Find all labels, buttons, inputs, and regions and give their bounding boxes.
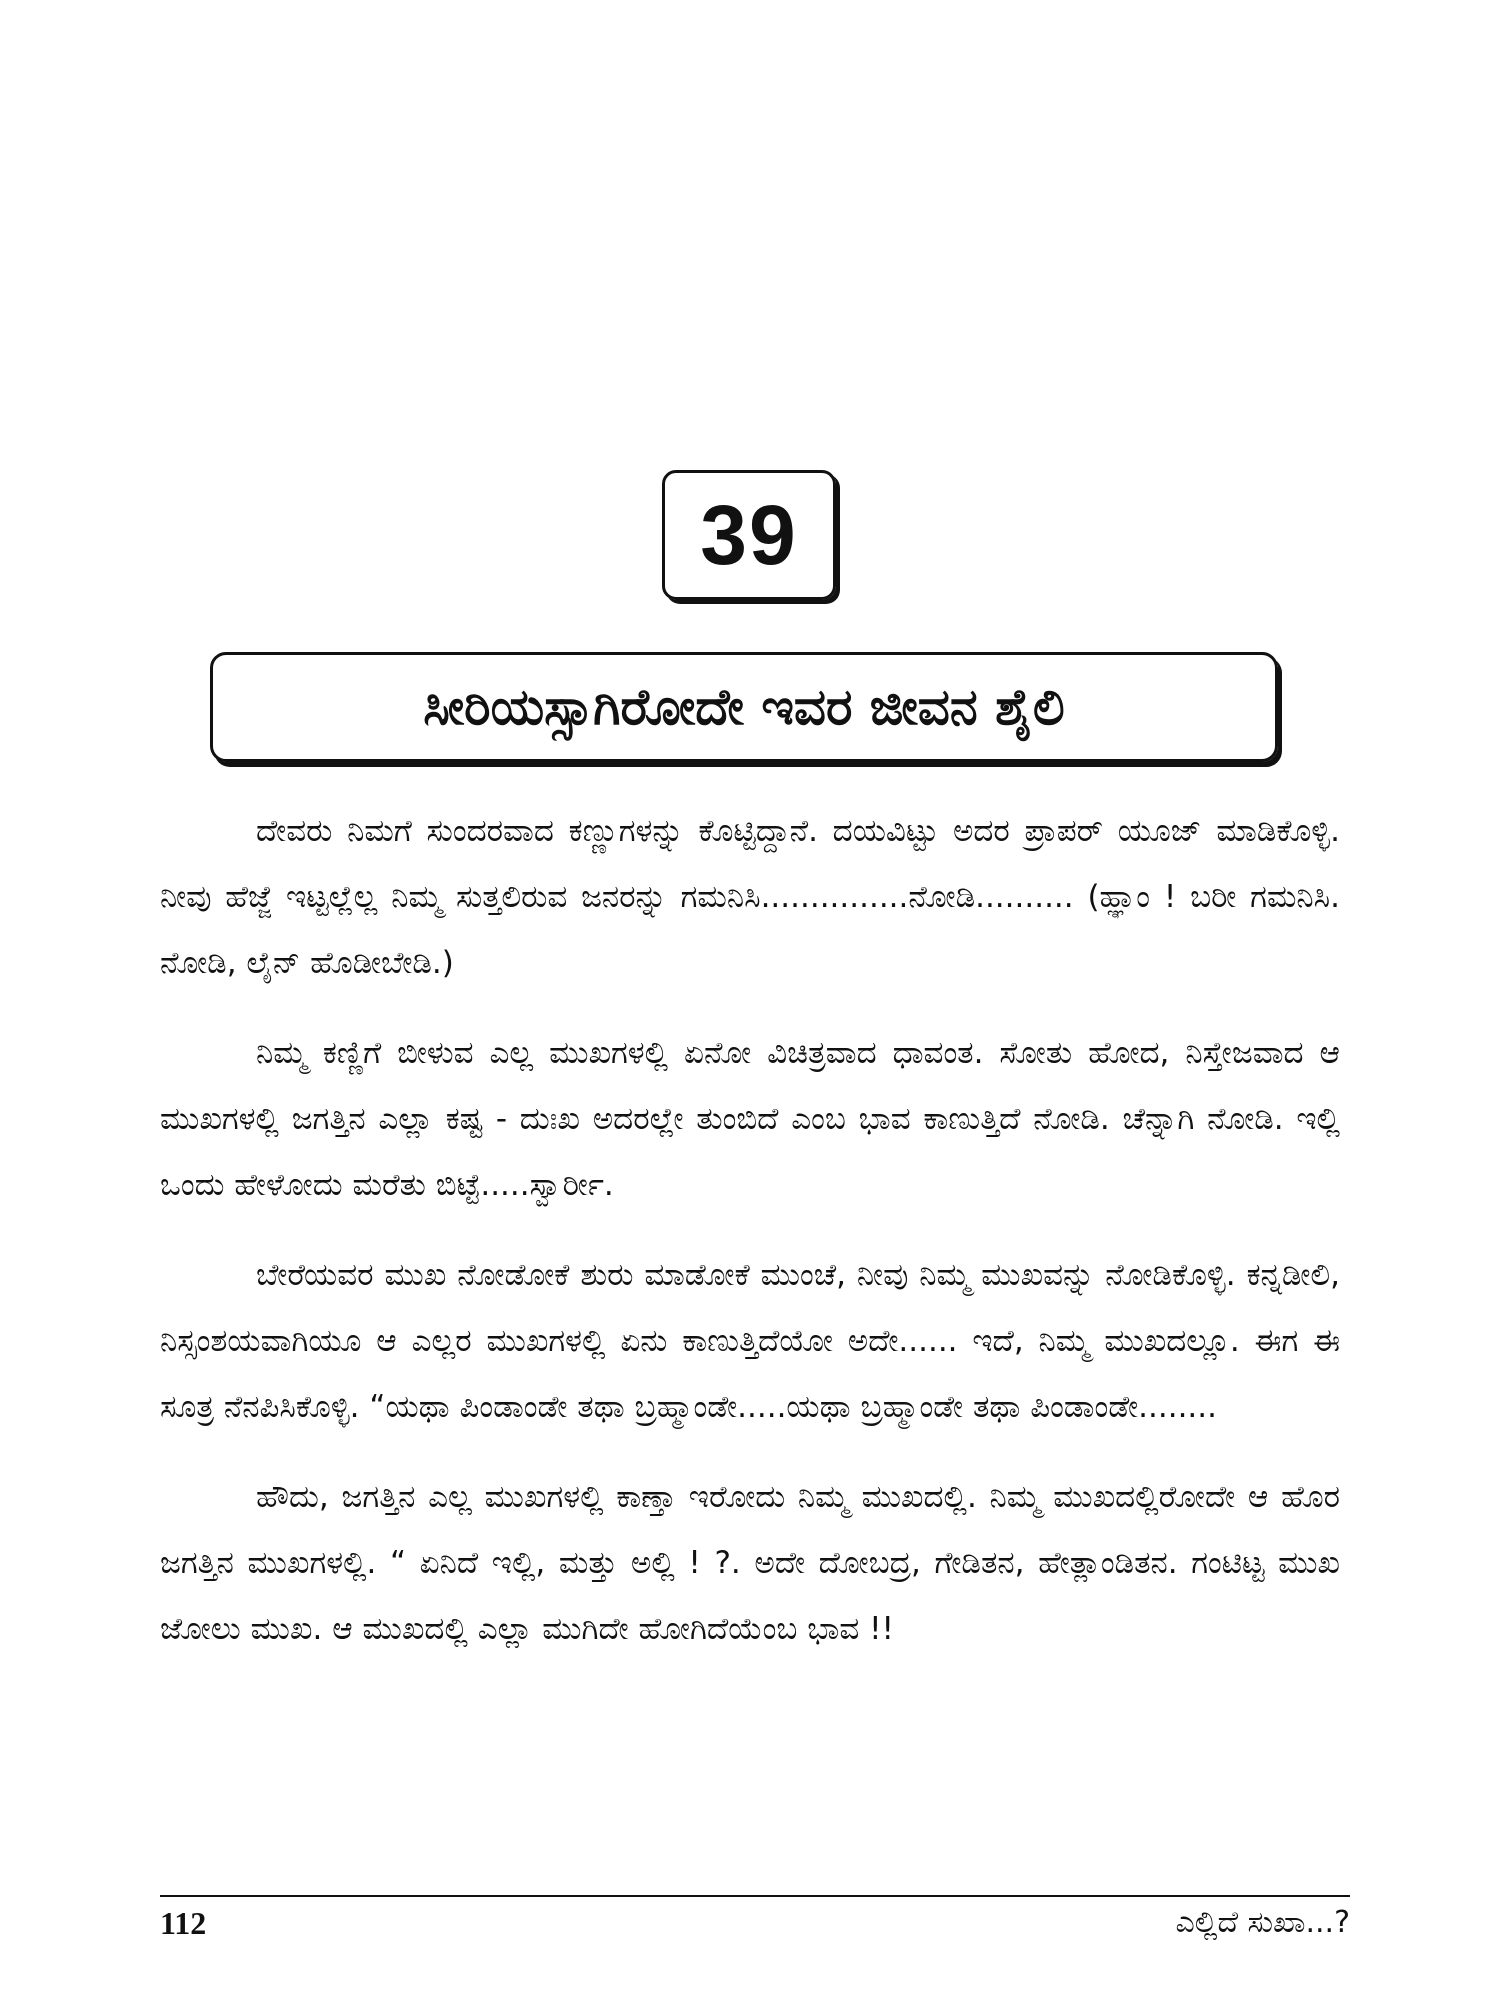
paragraph-3: ಬೇರೆಯವರ ಮುಖ ನೋಡೋಕೆ ಶುರು ಮಾಡೋಕೆ ಮುಂಚೆ, ನೀವು ನಿಮ್ಮ ಮುಖವನ್ನು ನೋಡಿಕೊಳ್ಳಿ. ಕನ್ನಡೀಲಿ, ನಿಸ್ಸಂಶಯವಾಗಿಯೂ ಆ ಎಲ್ಲರ ಮುಖಗಳಲ್ಲಿ ಏನು ಕಾಣುತ್ತಿದೆಯೋ ಅದೇ...... ಇದೆ, ನಿಮ್ಮ ಮುಖದಲ್ಲೂ. ಈಗ ಈ ಸೂತ್ರ ನೆನಪಿಸಿಕೊಳ್ಳಿ. “ಯಥಾ ಪಿಂಡಾಂಡೇ ತಥಾ ಬ್ರಹ್ಮಾಂಡೇ.....ಯಥಾ ಬ್ರಹ್ಮಾಂಡೇ ತಥಾ ಪಿಂಡಾಂಡೇ........ xyxy=(160,1257,1340,1425)
paragraph-1: ದೇವರು ನಿಮಗೆ ಸುಂದರವಾದ ಕಣ್ಣುಗಳನ್ನು ಕೊಟ್ಟಿದ್ದಾನೆ. ದಯವಿಟ್ಟು ಅದರ ಪ್ರಾಪರ್ ಯೂಜ್ ಮಾಡಿಕೊಳ್ಳಿ. ನೀವು ಹೆಜ್ಜೆ ಇಟ್ಟಲ್ಲೆಲ್ಲ ನಿಮ್ಮ ಸುತ್ತಲಿರುವ ಜನರನ್ನು ಗಮನಿಸಿ...............ನೋಡಿ.......... (ಹ್ಞಾಂ ! ಬರೀ ಗಮನಿಸಿ. ನೋಡಿ, ಲೈನ್ ಹೊಡೀಬೇಡಿ.) xyxy=(160,813,1340,981)
footer-divider xyxy=(160,1895,1350,1897)
paragraph-4: ಹೌದು, ಜಗತ್ತಿನ ಎಲ್ಲ ಮುಖಗಳಲ್ಲಿ ಕಾಣ್ತಾ ಇರೋದು ನಿಮ್ಮ ಮುಖದಲ್ಲಿ. ನಿಮ್ಮ ಮುಖದಲ್ಲಿರೋದೇ ಆ ಹೊರ ಜಗತ್ತಿನ ಮುಖಗಳಲ್ಲಿ. “ ಏನಿದೆ ಇಲ್ಲಿ, ಮತ್ತು ಅಲ್ಲಿ ! ?. ಅದೇ ದೋಬದ್ರ, ಗೇಡಿತನ, ಹೇತ್ಲಾಂಡಿತನ. ಗಂಟಿಟ್ಟ ಮುಖ ಜೋಲು ಮುಖ. ಆ ಮುಖದಲ್ಲಿ ಎಲ್ಲಾ ಮುಗಿದೇ ಹೋಗಿದೆಯೆಂಬ ಭಾವ !! xyxy=(160,1479,1340,1647)
chapter-number-box xyxy=(662,470,836,600)
chapter-number: 39 xyxy=(700,487,798,582)
chapter-title: ಸೀರಿಯಸ್ಸಾಗಿರೋದೇ ಇವರ ಜೀವನ ಶೈಲಿ xyxy=(423,677,1065,736)
running-title: ಎಲ್ಲಿದೆ ಸುಖಾ...? xyxy=(1175,1905,1350,1940)
chapter-title-box xyxy=(210,652,1278,762)
page-number: 112 xyxy=(160,1905,207,1941)
body-text xyxy=(160,798,1340,1686)
paragraph-2: ನಿಮ್ಮ ಕಣ್ಣಿಗೆ ಬೀಳುವ ಎಲ್ಲ ಮುಖಗಳಲ್ಲಿ ಏನೋ ವಿಚಿತ್ರವಾದ ಧಾವಂತ. ಸೋತು ಹೋದ, ನಿಸ್ತೇಜವಾದ ಆ ಮುಖಗಳಲ್ಲಿ ಜಗತ್ತಿನ ಎಲ್ಲಾ ಕಷ್ಟ - ದುಃಖ ಅದರಲ್ಲೇ ತುಂಬಿದೆ ಎಂಬ ಭಾವ ಕಾಣುತ್ತಿದೆ ನೋಡಿ. ಚೆನ್ನಾಗಿ ನೋಡಿ. ಇಲ್ಲಿ ಒಂದು ಹೇಳೋದು ಮರೆತು ಬಿಟ್ಟೆ.....ಸ್ವಾರ್ರೀ. xyxy=(160,1035,1340,1203)
